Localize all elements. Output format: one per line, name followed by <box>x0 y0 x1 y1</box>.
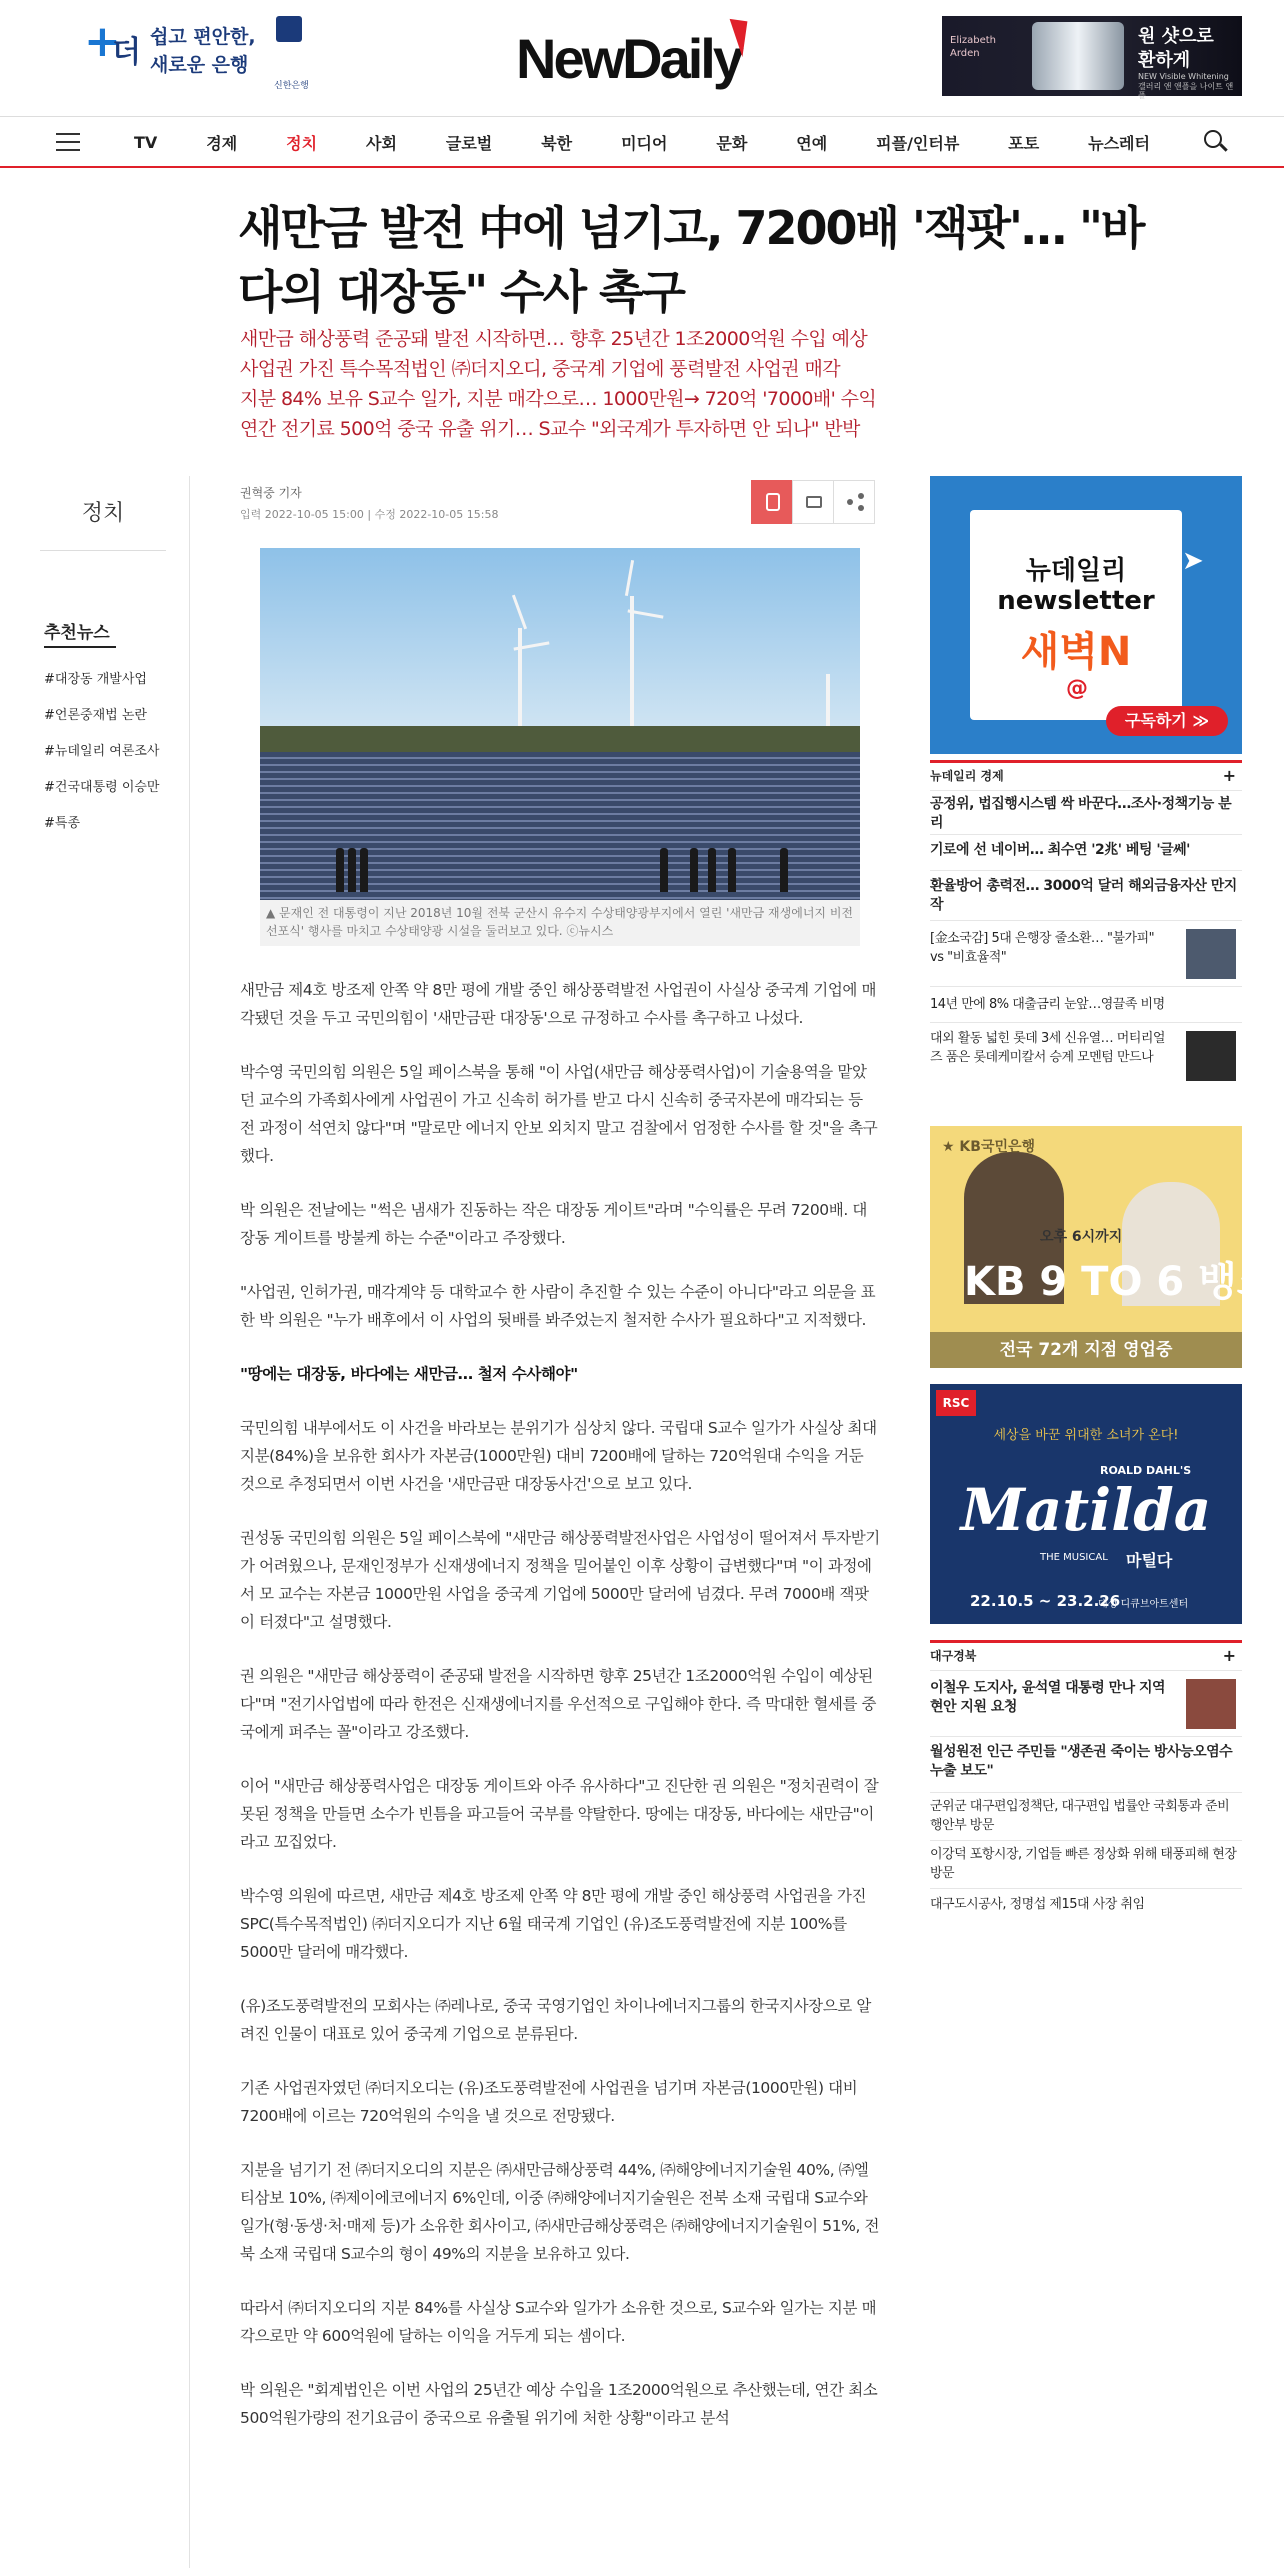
ad-text: 환하게 <box>1138 50 1191 71</box>
wind-turbine-icon <box>630 596 634 742</box>
article-dates: 입력 2022-10-05 15:00 | 수정 2022-10-05 15:58 <box>240 508 499 521</box>
shinhan-bank-ad[interactable] <box>84 16 309 96</box>
hamburger-menu-icon[interactable] <box>56 133 80 151</box>
nav-items <box>122 117 1162 167</box>
reporter-name: 권혁중 기자 <box>240 486 302 500</box>
paragraph: (유)조도풍력발전의 모회사는 ㈜레나로, 중국 국영기업인 차이나에너지그룹의 한국지사장으로 알려진 인물이 대표로 있어 중국계 기업으로 분류된다. <box>240 1997 871 2043</box>
box-header <box>930 1640 1242 1670</box>
news-thumbnail[interactable] <box>1186 1031 1236 1081</box>
news-thumbnail[interactable] <box>1186 929 1236 979</box>
print-button[interactable] <box>792 480 834 524</box>
news-title[interactable]: 대구도시공사, 정명섭 제15대 사장 취임 <box>930 1897 1145 1912</box>
news-title[interactable]: 공정위, 법집행시스템 싹 바꾼다…조사·정책기능 분리 <box>930 796 1232 831</box>
ad-text: THE MUSICAL <box>1040 1552 1108 1563</box>
news-item[interactable] <box>930 986 1242 1022</box>
article-body <box>240 976 880 2458</box>
ad-bank-name: 신한은행 <box>274 81 309 91</box>
box-header <box>930 760 1242 790</box>
nav-item-global[interactable]: 글로벌 <box>445 133 493 153</box>
box-title[interactable]: 대구경북 <box>930 1649 977 1663</box>
ad-brand: Elizabeth Arden <box>950 35 997 59</box>
photo-sky <box>260 548 860 748</box>
paper-plane-icon: ➤ <box>1182 546 1204 576</box>
banner-text: newsletter <box>997 586 1155 616</box>
banner-text: 새벽N <box>1020 629 1132 675</box>
news-title[interactable]: 군위군 대구편입정책단, 대구편입 법률안 국회통과 준비 행안부 방문 <box>930 1799 1230 1833</box>
paragraph: "사업권, 인허가권, 매각계약 등 대학교수 한 사람이 추진할 수 있는 수준이 아니다"라고 의문을 표한 박 의원은 "누가 배후에서 이 사업의 뒷배를 봐주었는지 철저한 수사가 필요하다"고 지적했다. <box>240 1283 876 1329</box>
subhead: 연간 전기료 500억 중국 유출 위기… S교수 "외국계가 투자하면 안 되나" 반박 <box>240 418 860 440</box>
main-nav <box>0 116 1284 168</box>
ad-text: KB 9 TO 6 뱅크 <box>964 1259 1276 1305</box>
nav-item-society[interactable]: 사회 <box>366 133 397 153</box>
paragraph: 박 의원은 전날에는 "썩은 냄새가 진동하는 작은 대장동 게이트"라며 "수익률은 무려 7200배. 대장동 게이트를 방불케 하는 수준"이라고 주장했다. <box>240 1201 867 1247</box>
ad-text: 마틸다 <box>1126 1551 1173 1570</box>
paragraph: 권성동 국민의힘 의원은 5일 페이스북에 "새만금 해상풍력발전사업은 사업성이 떨어져서 투자받기가 어려웠으나, 문재인정부가 신재생에너지 정책을 밀어붙인 이후 상황이 급변했다"며 "이 과정에서 모 교수는 자본금 1000만원 사업을 중국계 기업에 5000만 달러에 넘겼다. 무려 7000배 잭팟이 터졌다"고 설명했다. <box>240 1529 880 1631</box>
share-button[interactable] <box>833 480 875 524</box>
banner-text: 뉴데일리 <box>1025 556 1127 586</box>
ad-text: 새로운 은행 <box>150 54 249 76</box>
ad-text: 전국 72개 지점 영업중 <box>930 1332 1242 1368</box>
wind-turbine-icon <box>518 628 522 738</box>
nav-item-culture[interactable]: 문화 <box>716 133 748 153</box>
news-title[interactable]: 14년 만에 8% 대출금리 눈앞…영끌족 비명 <box>930 997 1165 1012</box>
rsc-logo: RSC <box>936 1390 976 1416</box>
recommended-title: 추천뉴스 <box>44 623 110 643</box>
font-icon <box>766 493 780 511</box>
matilda-musical-ad[interactable] <box>930 1384 1242 1624</box>
news-title[interactable]: 환율방어 총력전… 3000억 달러 해외금융자산 만지작 <box>930 878 1237 913</box>
news-item[interactable] <box>930 1840 1242 1888</box>
logo-accent-icon <box>725 19 748 57</box>
more-icon[interactable]: + <box>1222 1646 1236 1665</box>
subhead: 새만금 해상풍력 준공돼 발전 시작하면… 향후 25년간 1조2000억원 수입 예상 <box>240 328 868 350</box>
news-title[interactable]: 이강덕 포항시장, 기업들 빠른 정상화 위해 태풍피해 현장방문 <box>930 1847 1237 1881</box>
nav-item-politics[interactable]: 정치 <box>286 133 318 153</box>
paragraph: 지분을 넘기기 전 ㈜더지오디의 지분은 ㈜새만금해상풍력 44%, ㈜해양에너지기술원 40%, ㈜엘티삼보 10%, ㈜제이에코에너지 6%인데, 이중 ㈜해양에너지기술원은 전북 소재 국립대 S교수와 일가(형·동생·처·매제 등)가 소유한 회사이고, ㈜새만금해상풍력은 ㈜해양에너지기술원이 51%, 전북 소재 국립대 S교수의 형이 49%의 지분을 보유하고 있다. <box>240 2161 880 2263</box>
search-icon[interactable] <box>1204 130 1228 154</box>
subhead: 사업권 가진 특수목적법인 ㈜더지오디, 중국계 기업에 풍력발전 사업권 매각 <box>240 358 840 380</box>
news-item[interactable] <box>930 920 1242 986</box>
photo-caption: ▲ 문재인 전 대통령이 지난 2018년 10월 전북 군산시 유수지 수상태양광부지에서 열린 '새만금 재생에너지 비전 선포식' 행사를 마치고 수상태양광 시설을 둘러보고 있다. ⓒ뉴시스 <box>260 900 860 946</box>
ad-title: Matilda <box>960 1476 1212 1544</box>
divider <box>40 550 166 551</box>
ad-product-image <box>1032 22 1124 90</box>
paragraph: 박수영 의원에 따르면, 새만금 제4호 방조제 안쪽 약 8만 평에 개발 중인 해상풍력 사업권을 가진 SPC(특수목적법인) ㈜더지오디가 지난 6월 태국계 기업인 (유)조도풍력발전에 지분 100%를 5000만 달러에 매각했다. <box>240 1887 867 1961</box>
news-item[interactable] <box>930 1670 1242 1736</box>
news-item[interactable] <box>930 790 1242 834</box>
share-icon <box>847 499 853 505</box>
more-icon[interactable]: + <box>1222 766 1236 785</box>
tag-link[interactable]: #언론중재법 논란 <box>44 708 147 723</box>
tag-link[interactable]: #뉴데일리 여론조사 <box>44 744 160 759</box>
nav-item-entertainment[interactable]: 연예 <box>796 133 828 153</box>
tag-link[interactable]: #대장동 개발사업 <box>44 672 147 687</box>
article-headline: 새만금 발전 中에 넘기고, 7200배 '잭팟'… "바다의 대장동" 수사 촉구 <box>238 201 1144 319</box>
news-title[interactable]: 이철우 도지사, 윤석열 대통령 만나 지역현안 지원 요청 <box>930 1680 1166 1715</box>
paragraph: 박 의원은 "회계법인은 이번 사업의 25년간 예상 수입을 1조2000억원으로 추산했는데, 연간 최소 500억원가량의 전기요금이 중국으로 유출될 위기에 처한 상황"이라고 분석 <box>240 2381 878 2427</box>
left-sidebar <box>40 476 190 2568</box>
box-title[interactable]: 뉴데일리 경제 <box>930 769 1004 783</box>
subscribe-button[interactable]: 구독하기 ≫ <box>1106 706 1228 736</box>
cosmetics-ad[interactable] <box>942 16 1242 101</box>
section-subtitle: "땅에는 대장동, 바다에는 새만금… 철저 수사해야" <box>240 1365 578 1383</box>
news-item[interactable] <box>930 1022 1242 1092</box>
bank-badge-icon <box>276 16 302 42</box>
news-item[interactable] <box>930 870 1242 920</box>
news-title[interactable]: 월성원전 인근 주민들 "생존권 죽이는 방사능오염수 누출 보도" <box>930 1744 1233 1779</box>
ad-text: 세상을 바꾼 위대한 소녀가 온다! <box>993 1428 1179 1443</box>
ad-dates: 22.10.5 ~ 23.2.26 <box>970 1592 1121 1610</box>
nav-item-people[interactable]: 피플/인터뷰 <box>876 133 960 153</box>
paragraph: 따라서 ㈜더지오디의 지분 84%를 사실상 S교수와 일가가 소유한 것으로, S교수와 일가는 지분 매각으로만 약 600억원에 달하는 이익을 거두게 되는 셈이다. <box>240 2299 877 2345</box>
logo-text: NewDaily <box>516 27 741 90</box>
news-item[interactable] <box>930 834 1242 870</box>
ad-text: NEW Visible Whitening 갤러리 앤 앤플을 나이트 앤플 <box>1138 72 1234 101</box>
ad-venue: 대성 디큐브아트센터 <box>1098 1599 1189 1610</box>
article-photo[interactable] <box>260 548 860 900</box>
print-icon <box>806 496 822 508</box>
newsletter-banner[interactable] <box>930 476 1242 754</box>
news-title[interactable]: 대외 활동 넓힌 롯데 3세 신유열… 머티리얼즈 품은 롯데케미칼서 승계 모멘텀 만드나 <box>930 1031 1165 1065</box>
kb-bank-ad[interactable] <box>930 1126 1276 1368</box>
top-header <box>0 0 1284 116</box>
at-icon: @ <box>1066 676 1088 701</box>
share-bar <box>752 480 880 524</box>
font-size-button[interactable] <box>751 480 793 524</box>
news-item[interactable] <box>930 1792 1242 1840</box>
subhead: 지분 84% 보유 S교수 일가, 지분 매각으로… 1000만원→ 720억 '7000배' 수익 <box>240 388 877 410</box>
nav-item-tv[interactable]: TV <box>134 132 158 152</box>
paragraph: 박수영 국민의힘 의원은 5일 페이스북을 통해 "이 사업(새만금 해상풍력사업)이 기술용역을 맡았던 교수의 가족회사에게 사업권이 가고 신속히 허가를 받고 다시 신속히 중국자본에 매각되는 등 전 과정이 석연치 않다"며 "말로만 에너지 안보 외치지 말고 검찰에서 엄정한 수사를 할 것"을 촉구했다. <box>240 1063 878 1165</box>
news-title[interactable]: 기로에 선 네이버… 최수연 '2兆' 베팅 '글쎄' <box>930 842 1190 858</box>
site-logo[interactable] <box>516 26 741 91</box>
paragraph: 새만금 제4호 방조제 안쪽 약 8만 평에 개발 중인 해상풍력발전 사업권이 사실상 중국계 기업에 매각됐던 것을 두고 국민의힘이 '새만금판 대장동'으로 규정하고 수사를 촉구하고 나섰다. <box>240 981 877 1027</box>
ad-text: ROALD DAHL'S <box>1100 1464 1192 1477</box>
ad-text: 원 샷으로 <box>1138 26 1214 47</box>
section-name[interactable]: 정치 <box>81 501 125 526</box>
nav-item-economy[interactable]: 경제 <box>206 133 238 153</box>
ad-text: 더 <box>112 35 141 70</box>
plus-icon: + <box>84 16 121 67</box>
tag-link[interactable]: #건국대통령 이승만 <box>44 780 160 795</box>
ad-text: 쉽고 편안한, <box>150 26 256 48</box>
divider <box>44 646 116 648</box>
nav-item-north-korea[interactable]: 북한 <box>541 133 573 153</box>
news-thumbnail[interactable] <box>1186 1679 1236 1729</box>
paragraph: 이어 "새만금 해상풍력사업은 대장동 게이트와 아주 유사하다"고 진단한 권 의원은 "정치권력이 잘못된 정책을 만들면 소수가 빈틈을 파고들어 국부를 약탈한다. 땅에는 대장동, 바다에는 새만금"이라고 꼬집었다. <box>240 1777 879 1851</box>
article-subheads <box>240 324 880 444</box>
nav-item-photo[interactable]: 포토 <box>1008 133 1040 153</box>
news-item[interactable] <box>930 1888 1242 1924</box>
daegu-news-box <box>930 1640 1242 1924</box>
envelope-icon <box>970 510 1182 720</box>
news-item[interactable] <box>930 1736 1242 1792</box>
tag-link[interactable]: #특종 <box>44 816 81 831</box>
nav-item-media[interactable]: 미디어 <box>621 133 668 153</box>
economy-news-box <box>930 760 1242 1092</box>
news-title[interactable]: [金소국감] 5대 은행장 줄소환… "불가피" vs "비효율적" <box>930 931 1155 965</box>
paragraph: 국민의힘 내부에서도 이 사건을 바라보는 분위기가 심상치 않다. 국립대 S교수 일가가 사실상 최대 지분(84%)을 보유한 회사가 자본금(1000만원) 대비 7200배에 달하는 720억원대 수익을 거둔 것으로 추정되면서 이번 사건을 '새만금판 대장동사건'으로 보고 있다. <box>240 1419 877 1493</box>
ad-logo: ★ KB국민은행 <box>942 1139 1036 1155</box>
recommended-tags <box>44 662 160 842</box>
paragraph: 기존 사업권자였던 ㈜더지오디는 (유)조도풍력발전에 사업권을 넘기며 자본금(1000만원) 대비 7200배에 이르는 720억원의 수익을 낼 것으로 전망됐다. <box>240 2079 858 2125</box>
paragraph: 권 의원은 "새만금 해상풍력이 준공돼 발전을 시작하면 향후 25년간 1조2000억원 수입이 예상된다"며 "전기사업법에 따라 한전은 신재생에너지를 우선적으로 구입해야 한다. 즉 막대한 혈세를 중국에게 퍼주는 꼴"이라고 강조했다. <box>240 1667 877 1741</box>
ad-text: 오후 6시까지 <box>1040 1229 1123 1245</box>
nav-item-newsletter[interactable]: 뉴스레터 <box>1088 133 1150 153</box>
